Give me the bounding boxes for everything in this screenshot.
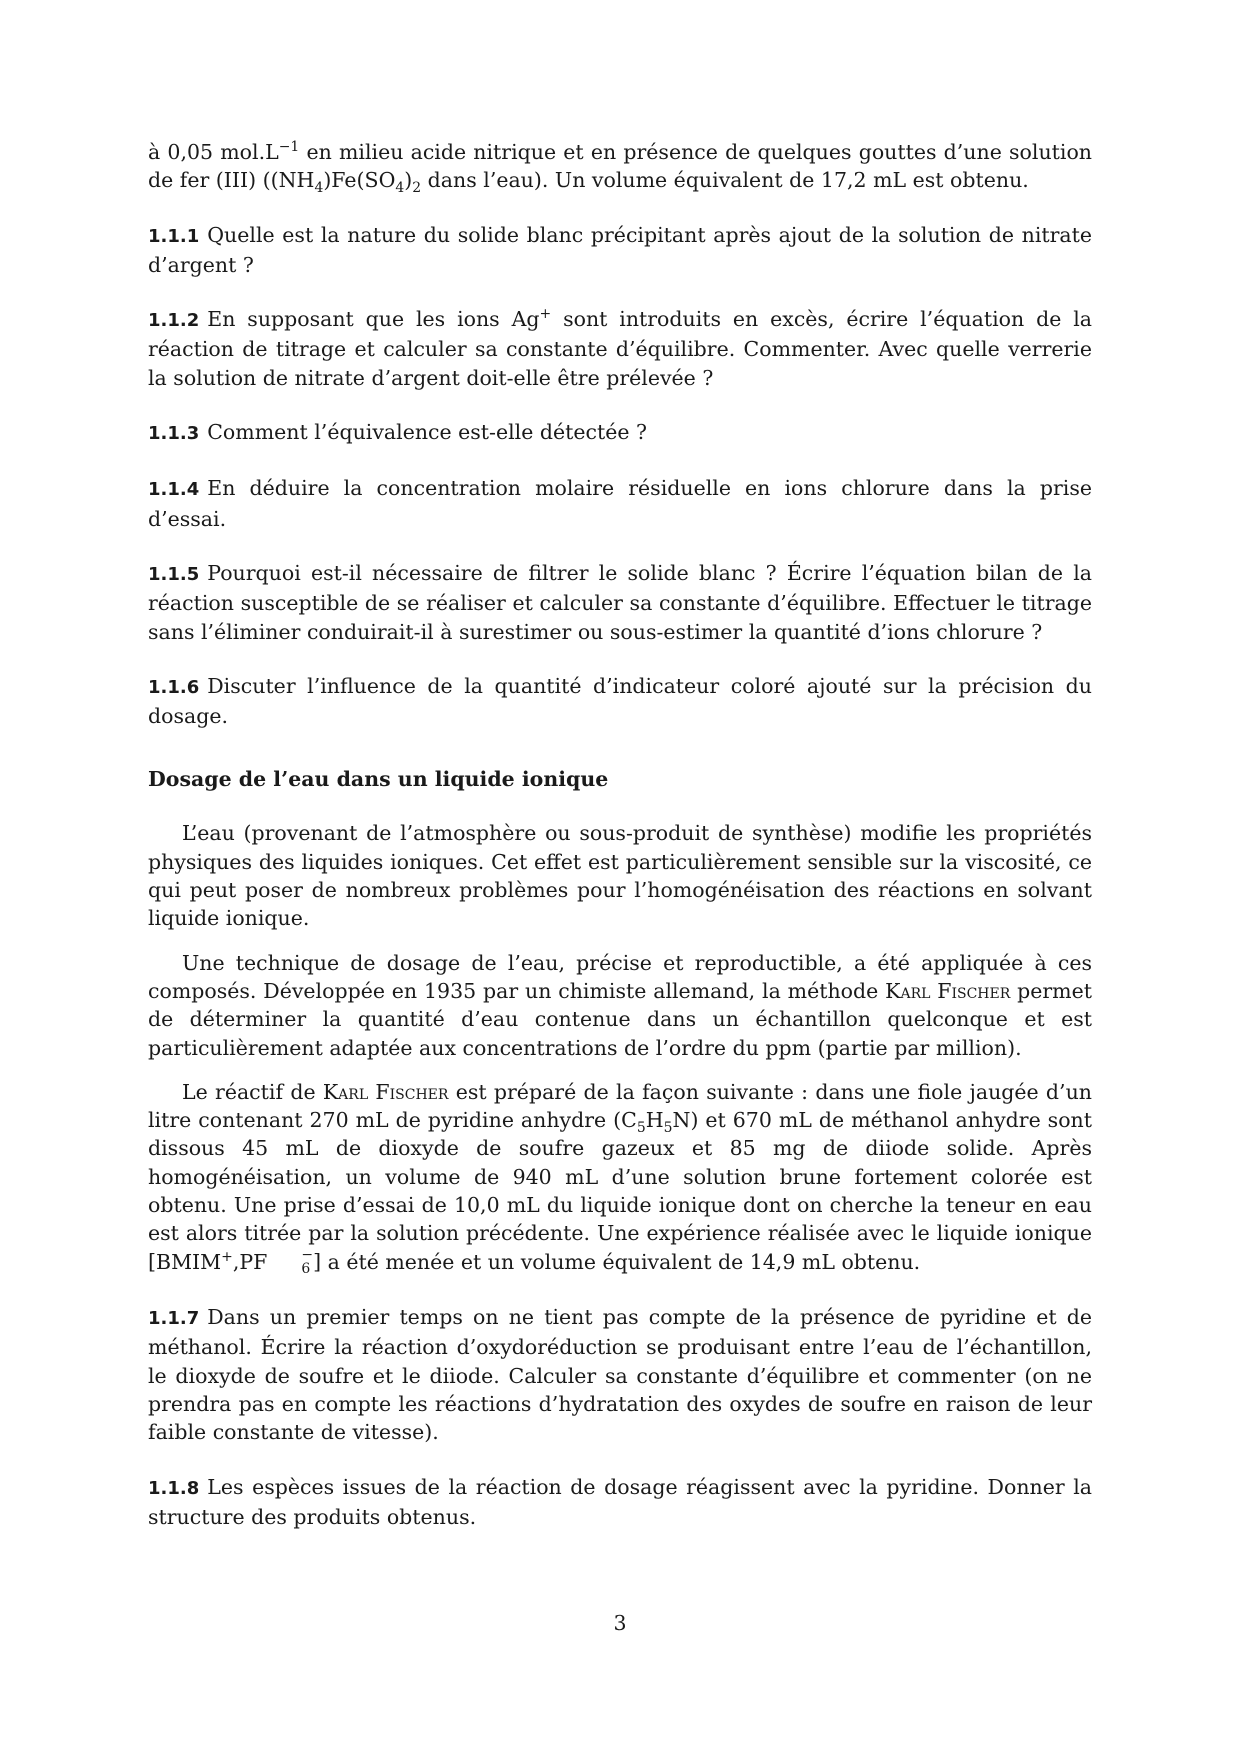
paragraph-karl-fischer-method: Une technique de dosage de l’eau, précise et reproductible, a été appliquée à ces composés. Développée en 1935 par un chimiste allemand, la méthode Karl Fischer permet de déterminer la quantité d’eau contenue dans un échantillon quelconque et est particulièrement adaptée aux concentrations de l’ordre du ppm (partie par million). bbox=[148, 950, 1092, 1060]
question-number: 1.1.2 bbox=[148, 310, 200, 332]
author-name: Karl Fischer bbox=[885, 978, 1011, 1003]
section-title: Dosage de l’eau dans un liquide ionique bbox=[148, 767, 609, 792]
page-body bbox=[148, 138, 1092, 1557]
question-1-1-5: 1.1.5 Pourquoi est-il nécessaire de filtrer le solide blanc ? Écrire l’équation bilan de la réaction susceptible de se réaliser et calculer sa constante d’équilibre. Effectuer le titrage sans l’éliminer conduirait-il à surestimer ou sous-estimer la quantité d’ions chlorure ? bbox=[148, 560, 1092, 644]
paragraph-water-effect: L’eau (provenant de l’atmosphère ou sous-produit de synthèse) modifie les propriétés physiques des liquides ioniques. Cet effet est particulièrement sensible sur la viscosité, ce qui peut poser de nombreux problèmes pour l’homogénéisation des réactions en solvant liquide ionique. bbox=[148, 821, 1092, 931]
page-number: 3 bbox=[613, 1611, 627, 1635]
question-number: 1.1.3 bbox=[148, 423, 200, 445]
question-1-1-3: 1.1.3 Comment l’équivalence est-elle détectée ? bbox=[148, 420, 647, 445]
question-1-1-6: 1.1.6 Discuter l’influence de la quantité d’indicateur coloré ajouté sur la précision du dosage. bbox=[148, 673, 1092, 729]
question-1-1-1: 1.1.1 Quelle est la nature du solide blanc précipitant après ajout de la solution de nitrate d’argent ? bbox=[148, 222, 1092, 277]
question-number: 1.1.1 bbox=[148, 225, 200, 247]
question-number: 1.1.7 bbox=[148, 1308, 200, 1330]
question-1-1-2: 1.1.2 En supposant que les ions Ag+ sont introduits en excès, écrire l’équation de la réaction de titrage et calculer sa constante d’équilibre. Commenter. Avec quelle verrerie la solution de nitrate d’argent doit-elle être prélevée ? bbox=[148, 306, 1092, 390]
question-number: 1.1.8 bbox=[148, 1477, 200, 1499]
intro-paragraph: à 0,05 $mol.L^{-1}$ en milieu acide nitrique et en présence de quelques gouttes d’une solution de fer (III) ($(NH_4)Fe(SO_4)_2$ dans l’eau). Un volume équivalent de 17,2 mL est obtenu. bbox=[148, 139, 1092, 197]
question-1-1-4: 1.1.4 En déduire la concentration molaire résiduelle en ions chlorure dans la prise d’essai. bbox=[148, 476, 1092, 531]
author-name: Karl Fischer bbox=[322, 1079, 449, 1104]
question-number: 1.1.5 bbox=[148, 563, 200, 585]
question-number: 1.1.4 bbox=[148, 479, 200, 501]
question-number: 1.1.6 bbox=[148, 676, 200, 698]
paragraph-reagent-preparation: Le réactif de Karl Fischer est préparé de la façon suivante : dans une fiole jaugée d’un litre contenant 270 mL de pyridine anhydre $(C_5H_5N)$ et 670 mL de méthanol anhydre sont dissous 45 mL de dioxyde de soufre gazeux et 85 mg de diiode solide. Après homogénéisation, un volume de 940 mL d’une solution brune fortement colorée est obtenu. Une prise d’essai de 10,0 mL du liquide ionique dont on cherche la teneur en eau est alors titrée par la solution précédente. Une expérience réalisée avec le liquide ionique [BMIM+,PF − 6 ] a été menée et un volume équivalent de 14,9 mL obtenu. bbox=[148, 1079, 1092, 1278]
question-1-1-7: 1.1.7 Dans un premier temps on ne tient pas compte de la présence de pyridine et de méthanol. Écrire la réaction d’oxydoréduction se produisant entre l’eau de l’échantillon, le dioxyde de soufre et le diiode. Calculer sa constante d’équilibre et commenter (on ne prendra pas en compte les réactions d’hydratation des oxydes de soufre en raison de leur faible constante de vitesse). bbox=[148, 1305, 1092, 1445]
question-1-1-8: 1.1.8 Les espèces issues de la réaction de dosage réagissent avec la pyridine. Donner la structure des produits obtenus. bbox=[148, 1474, 1092, 1529]
